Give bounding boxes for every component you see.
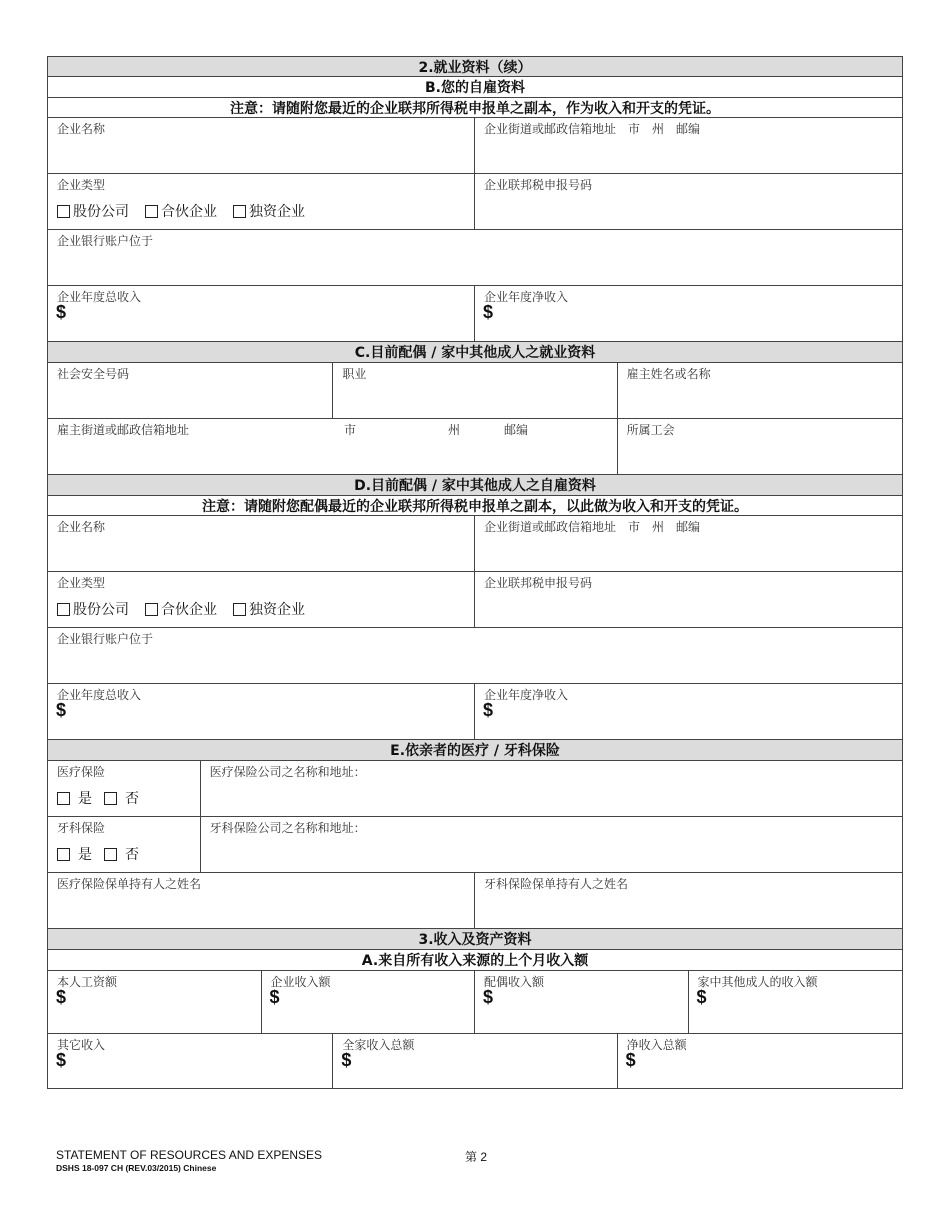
section-c-title: C.目前配偶 / 家中其他成人之就业资料 [354, 345, 596, 361]
e-row-3 [47, 873, 903, 929]
section-b-note: 注意：请随附您最近的企业联邦所得税申报单之副本，作为收入和开支的凭证。 [230, 100, 720, 117]
business-address-label: 企业街道或邮政信箱地址 市 州 邮编 [484, 520, 701, 534]
section-3a-header [47, 950, 903, 971]
option-sole-proprietorship[interactable] [233, 599, 305, 619]
section-d-title: D.目前配偶 / 家中其他成人之自雇资料 [354, 478, 596, 494]
b-row-4 [47, 286, 903, 342]
other-income-label: 其它收入 [57, 1038, 106, 1052]
dental-insurance-field [48, 817, 201, 872]
dental-company-label: 牙科保险公司之名称和地址： [209, 821, 366, 835]
d-row-2 [47, 572, 903, 628]
yes-label: 是 [78, 847, 92, 863]
option-corporation[interactable] [57, 599, 129, 619]
option-sole-proprietorship[interactable] [233, 201, 305, 221]
household-total-label: 全家收入总额 [342, 1038, 415, 1052]
page-number: 第 2 [465, 1150, 488, 1164]
option-label: 合伙企业 [161, 204, 217, 220]
section-2-title: 2.就业资料（续） [418, 59, 532, 76]
yes-label: 是 [78, 791, 92, 807]
s3-row-1 [47, 971, 903, 1034]
spouse-business-type-field [48, 572, 475, 627]
currency-sign: $ [483, 987, 494, 1007]
dental-insurance-label: 牙科保险 [57, 821, 106, 835]
medical-holder-field[interactable] [48, 873, 475, 928]
option-partnership[interactable] [145, 201, 217, 221]
footer-title: STATEMENT OF RESOURCES AND EXPENSES [56, 1148, 323, 1162]
medical-holder-label: 医疗保险保单持有人之姓名 [57, 877, 202, 891]
business-tax-id-label: 企业联邦税申报号码 [484, 178, 593, 192]
gross-income-label: 企业年度总收入 [57, 688, 142, 702]
option-label: 独资企业 [249, 602, 305, 618]
other-income-field[interactable] [48, 1034, 333, 1088]
medical-yes-no [57, 788, 151, 808]
city-label: 市 [344, 423, 357, 437]
spouse-net-income-field[interactable] [475, 684, 902, 739]
business-tax-id-field[interactable] [475, 174, 902, 229]
medical-insurance-label: 医疗保险 [57, 765, 106, 779]
currency-sign: $ [269, 987, 280, 1007]
union-label: 所属工会 [626, 423, 675, 437]
spouse-gross-income-field[interactable] [48, 684, 475, 739]
zip-label: 邮编 [504, 423, 529, 437]
ssn-label: 社会安全号码 [57, 367, 130, 381]
option-corporation[interactable] [57, 201, 129, 221]
option-yes[interactable] [57, 844, 92, 864]
gross-income-field[interactable] [48, 286, 475, 341]
d-row-4 [47, 684, 903, 740]
checkbox[interactable] [233, 205, 246, 218]
business-address-field[interactable] [475, 118, 902, 173]
business-tax-id-label: 企业联邦税申报号码 [484, 576, 593, 590]
business-name-field[interactable] [48, 118, 475, 173]
occupation-field[interactable] [333, 363, 617, 418]
household-total-field[interactable] [333, 1034, 617, 1088]
net-income-label: 企业年度净收入 [484, 290, 569, 304]
d-row-3 [47, 628, 903, 684]
checkbox[interactable] [145, 205, 158, 218]
currency-sign: $ [483, 302, 494, 322]
currency-sign: $ [56, 302, 67, 322]
gross-income-label: 企业年度总收入 [57, 290, 142, 304]
currency-sign: $ [696, 987, 707, 1007]
employer-address-label: 雇主街道或邮政信箱地址 [57, 423, 190, 437]
b-row-1 [47, 118, 903, 174]
union-field[interactable] [618, 419, 902, 474]
own-wages-label: 本人工资额 [57, 975, 118, 989]
e-row-2 [47, 817, 903, 873]
section-b-title: B.您的自雇资料 [425, 80, 525, 96]
s3-row-2 [47, 1034, 903, 1089]
currency-sign: $ [483, 700, 494, 720]
section-e-title: E.依亲者的医疗 / 牙科保险 [390, 743, 560, 759]
currency-sign: $ [341, 1050, 352, 1070]
currency-sign: $ [56, 987, 67, 1007]
checkbox[interactable] [104, 848, 117, 861]
business-type-field [48, 174, 475, 229]
currency-sign: $ [56, 700, 67, 720]
business-type-label: 企业类型 [57, 178, 106, 192]
state-label: 州 [448, 423, 461, 437]
checkbox[interactable] [57, 792, 70, 805]
option-label: 独资企业 [249, 204, 305, 220]
net-total-label: 净收入总额 [626, 1038, 687, 1052]
spouse-income-field[interactable] [475, 971, 689, 1033]
employer-name-field[interactable] [618, 363, 902, 418]
employer-name-label: 雇主姓名或名称 [626, 367, 711, 381]
business-income-label: 企业收入额 [270, 975, 331, 989]
section-e-header [47, 740, 903, 761]
business-name-label: 企业名称 [57, 520, 106, 534]
spouse-business-name-field[interactable] [48, 516, 475, 571]
no-label: 否 [125, 847, 139, 863]
section-d-note: 注意：请随附您配偶最近的企业联邦所得税申报单之副本，以此做为收入和开支的凭证。 [202, 498, 748, 515]
business-income-field[interactable] [262, 971, 476, 1033]
spouse-bank-location-field[interactable] [48, 628, 902, 683]
spouse-business-address-field[interactable] [475, 516, 902, 571]
section-3-header [47, 929, 903, 950]
checkbox[interactable] [57, 603, 70, 616]
ssn-field[interactable] [48, 363, 333, 418]
net-total-field[interactable] [618, 1034, 902, 1088]
dental-holder-label: 牙科保险保单持有人之姓名 [484, 877, 629, 891]
checkbox[interactable] [233, 603, 246, 616]
b-row-2 [47, 174, 903, 230]
section-b-note-row [47, 98, 903, 118]
section-3-title: 3.收入及资产资料 [418, 932, 532, 948]
e-row-1 [47, 761, 903, 817]
option-no[interactable] [104, 844, 139, 864]
business-name-label: 企业名称 [57, 122, 106, 136]
section-3a-title: A.来自所有收入来源的上个月收入额 [361, 953, 589, 969]
d-row-1 [47, 516, 903, 572]
bank-location-label: 企业银行账户位于 [57, 234, 154, 248]
checkbox[interactable] [57, 848, 70, 861]
other-adult-income-label: 家中其他成人的收入额 [697, 975, 818, 989]
checkbox[interactable] [57, 205, 70, 218]
option-label: 股份公司 [73, 602, 129, 618]
footer-form-code: DSHS 18-097 CH (REV.03/2015) Chinese [56, 1163, 217, 1173]
section-b-header [47, 77, 903, 98]
business-type-options [57, 201, 321, 221]
option-label: 股份公司 [73, 204, 129, 220]
business-type-options [57, 599, 321, 619]
c-row-2 [47, 419, 903, 475]
spouse-business-tax-id-field[interactable] [475, 572, 902, 627]
business-address-label: 企业街道或邮政信箱地址 市 州 邮编 [484, 122, 701, 136]
medical-company-label: 医疗保险公司之名称和地址： [209, 765, 366, 779]
option-yes[interactable] [57, 788, 92, 808]
business-type-label: 企业类型 [57, 576, 106, 590]
currency-sign: $ [56, 1050, 67, 1070]
currency-sign: $ [625, 1050, 636, 1070]
medical-insurance-field [48, 761, 201, 816]
checkbox[interactable] [145, 603, 158, 616]
option-no[interactable] [104, 788, 139, 808]
net-income-field[interactable] [475, 286, 902, 341]
own-wages-field[interactable] [48, 971, 262, 1033]
employer-address-field[interactable] [48, 419, 618, 474]
medical-company-field[interactable] [201, 761, 902, 816]
spouse-income-label: 配偶收入额 [484, 975, 545, 989]
bank-location-label: 企业银行账户位于 [57, 632, 154, 646]
dental-yes-no [57, 844, 151, 864]
form [47, 56, 903, 1089]
section-c-header [47, 342, 903, 363]
occupation-label: 职业 [342, 367, 367, 381]
no-label: 否 [125, 791, 139, 807]
bank-location-field[interactable] [48, 230, 902, 285]
checkbox[interactable] [104, 792, 117, 805]
option-label: 合伙企业 [161, 602, 217, 618]
other-adult-income-field[interactable] [689, 971, 903, 1033]
section-d-note-row [47, 496, 903, 516]
dental-holder-field[interactable] [475, 873, 902, 928]
section-2-header [47, 56, 903, 77]
dental-company-field[interactable] [201, 817, 902, 872]
net-income-label: 企业年度净收入 [484, 688, 569, 702]
b-row-3 [47, 230, 903, 286]
c-row-1 [47, 363, 903, 419]
section-d-header [47, 475, 903, 496]
option-partnership[interactable] [145, 599, 217, 619]
